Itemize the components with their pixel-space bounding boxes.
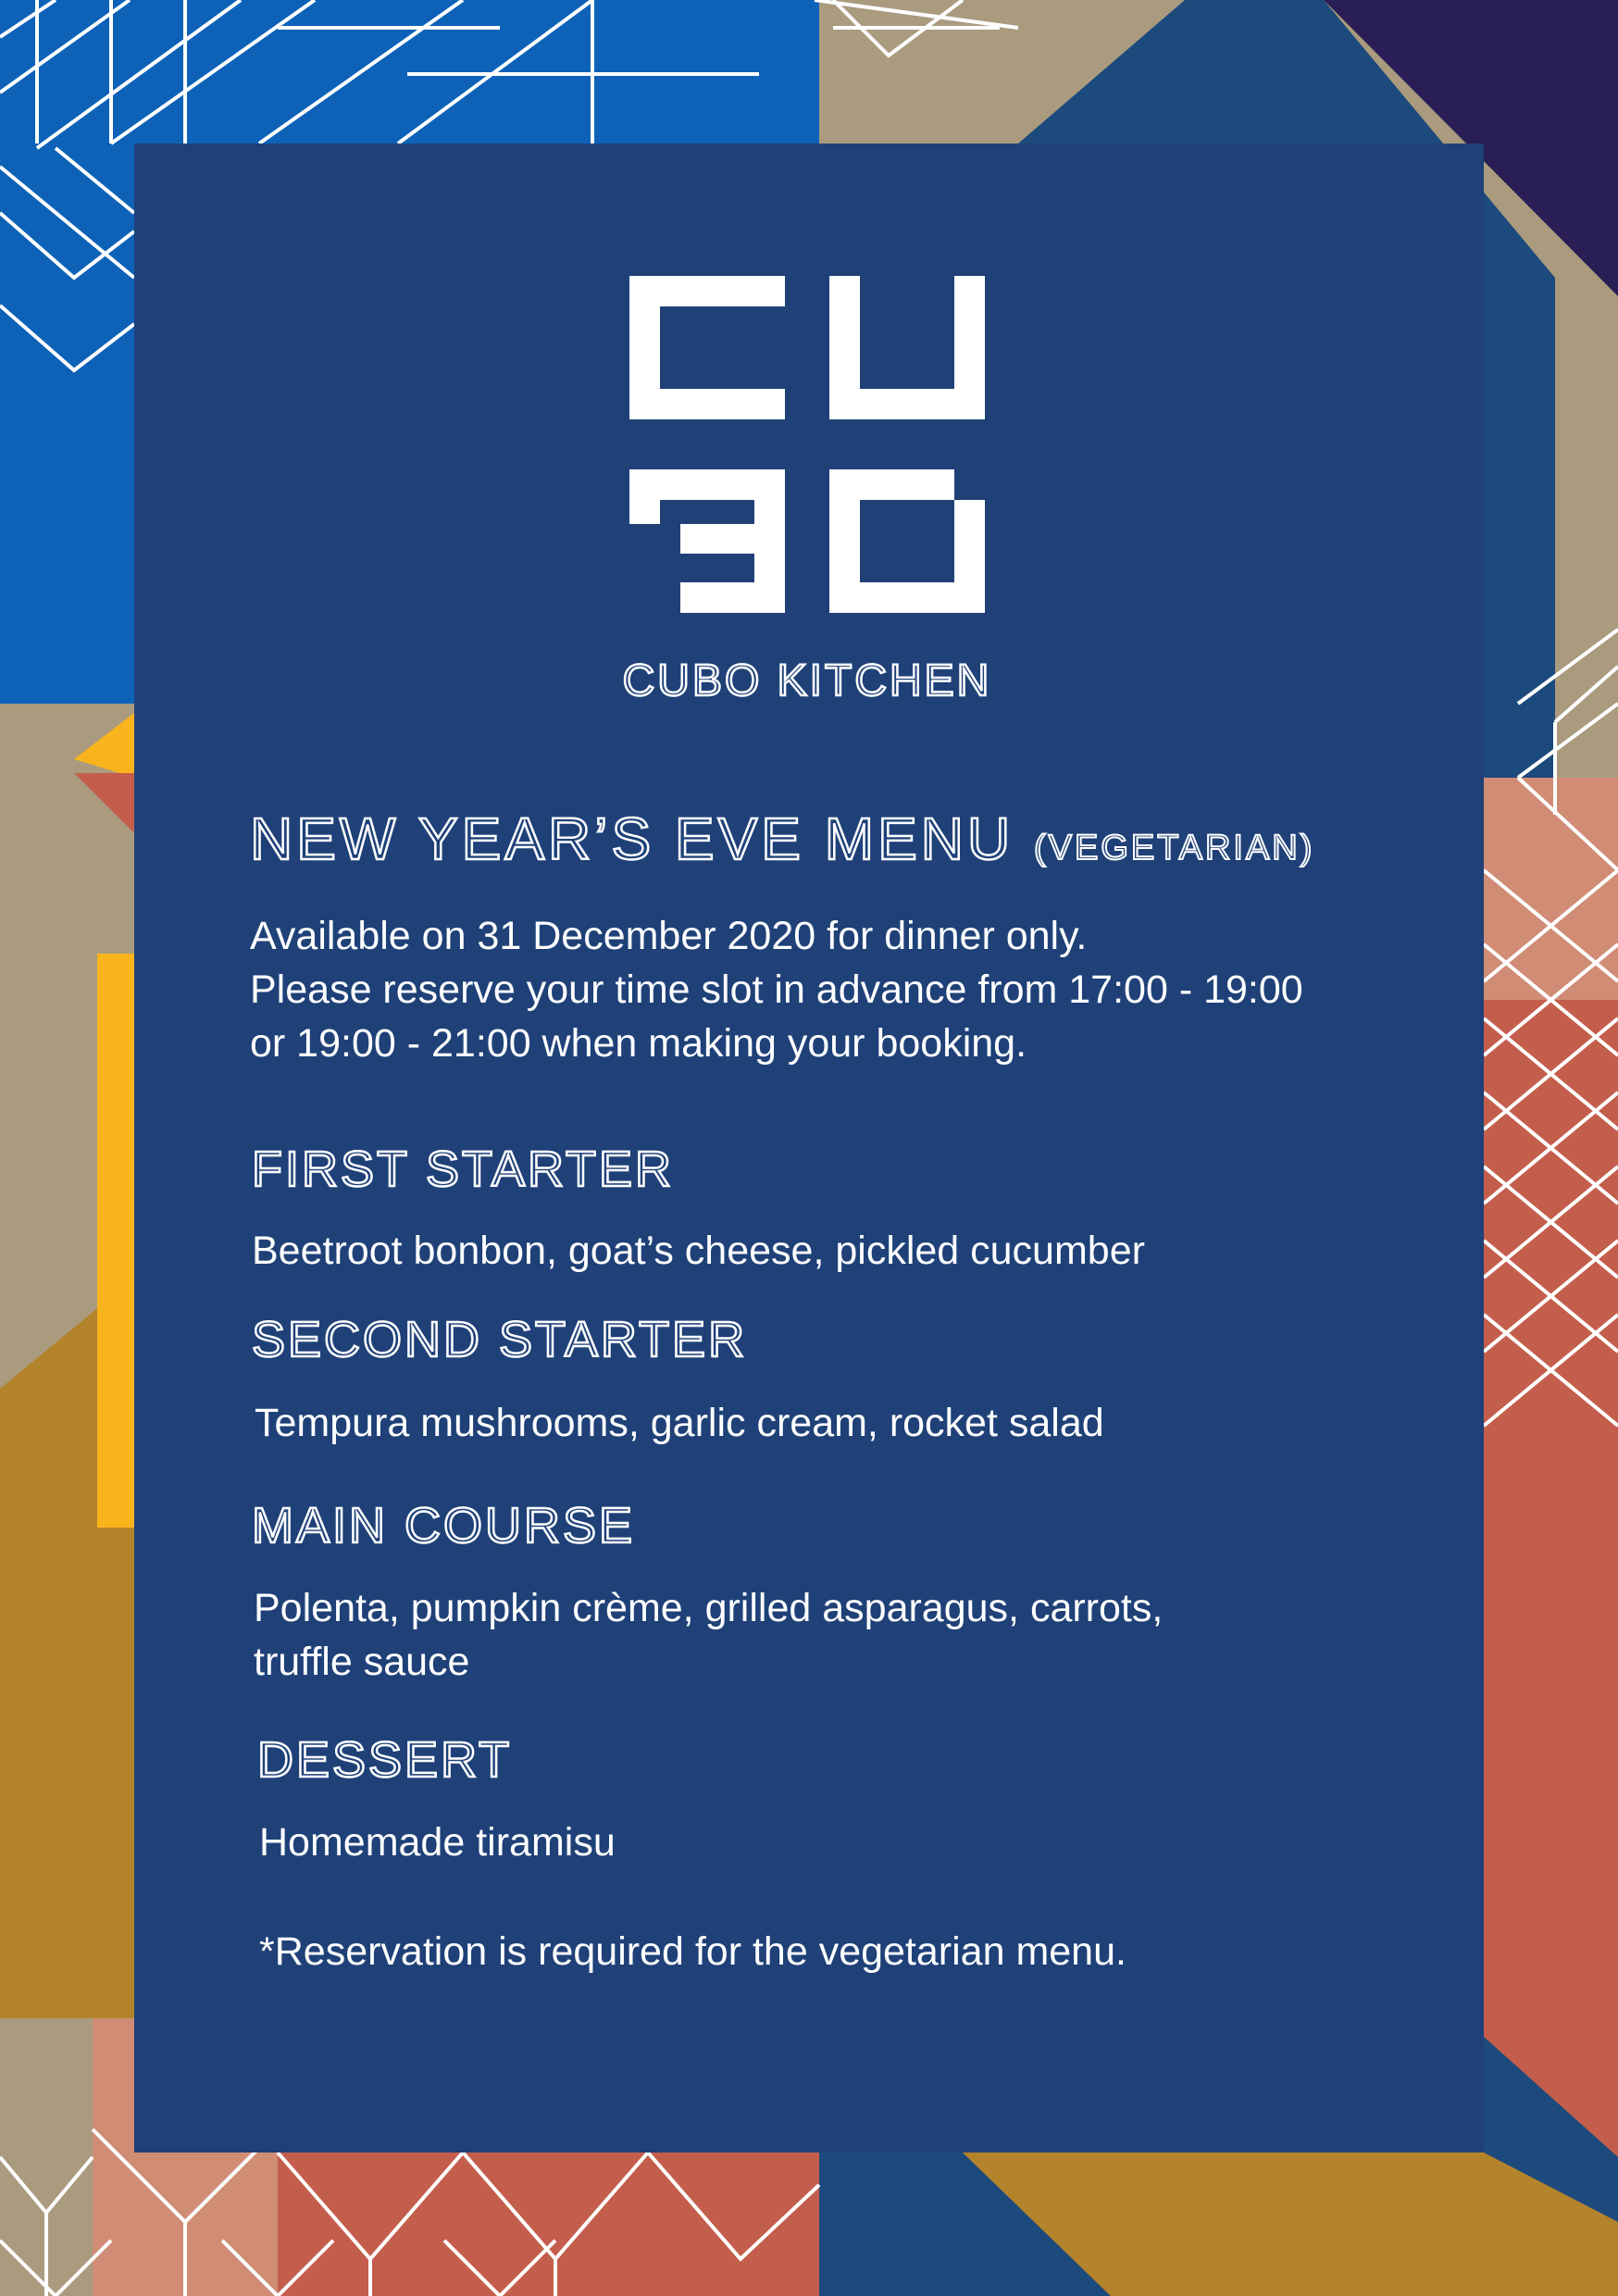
brand-name: CUBO KITCHEN xyxy=(622,656,992,705)
dish-main-course-line-2: truffle sauce xyxy=(254,1640,470,1684)
intro-line: or 19:00 - 21:00 when making your booking. xyxy=(250,1021,1027,1066)
menu-intro xyxy=(250,909,1407,1070)
dish-dessert: Homemade tiramisu xyxy=(259,1820,616,1865)
menu-title xyxy=(250,805,1314,881)
dish-second-starter: Tempura mushrooms, garlic cream, rocket salad xyxy=(255,1401,1104,1445)
intro-line: Available on 31 December 2020 for dinner only. xyxy=(250,914,1088,958)
section-heading-first-starter: FIRST STARTER xyxy=(252,1142,675,1197)
cubo-logo xyxy=(629,276,985,613)
section-heading-dessert: DESSERT xyxy=(257,1732,513,1788)
section-heading-second-starter: SECOND STARTER xyxy=(252,1312,748,1367)
intro-line: Please reserve your time slot in advance from 17:00 - 19:00 xyxy=(250,967,1303,1012)
menu-title-main: NEW YEAR’S EVE MENU xyxy=(250,805,1014,872)
menu-title-subtitle: (VEGETARIAN) xyxy=(1033,829,1315,867)
dish-main-course-line-1: Polenta, pumpkin crème, grilled asparagus, carrots, xyxy=(254,1586,1164,1630)
section-heading-main-course: MAIN COURSE xyxy=(252,1498,636,1554)
dish-first-starter: Beetroot bonbon, goat’s cheese, pickled cucumber xyxy=(252,1229,1145,1273)
reservation-note: *Reservation is required for the vegetarian menu. xyxy=(259,1929,1126,1974)
